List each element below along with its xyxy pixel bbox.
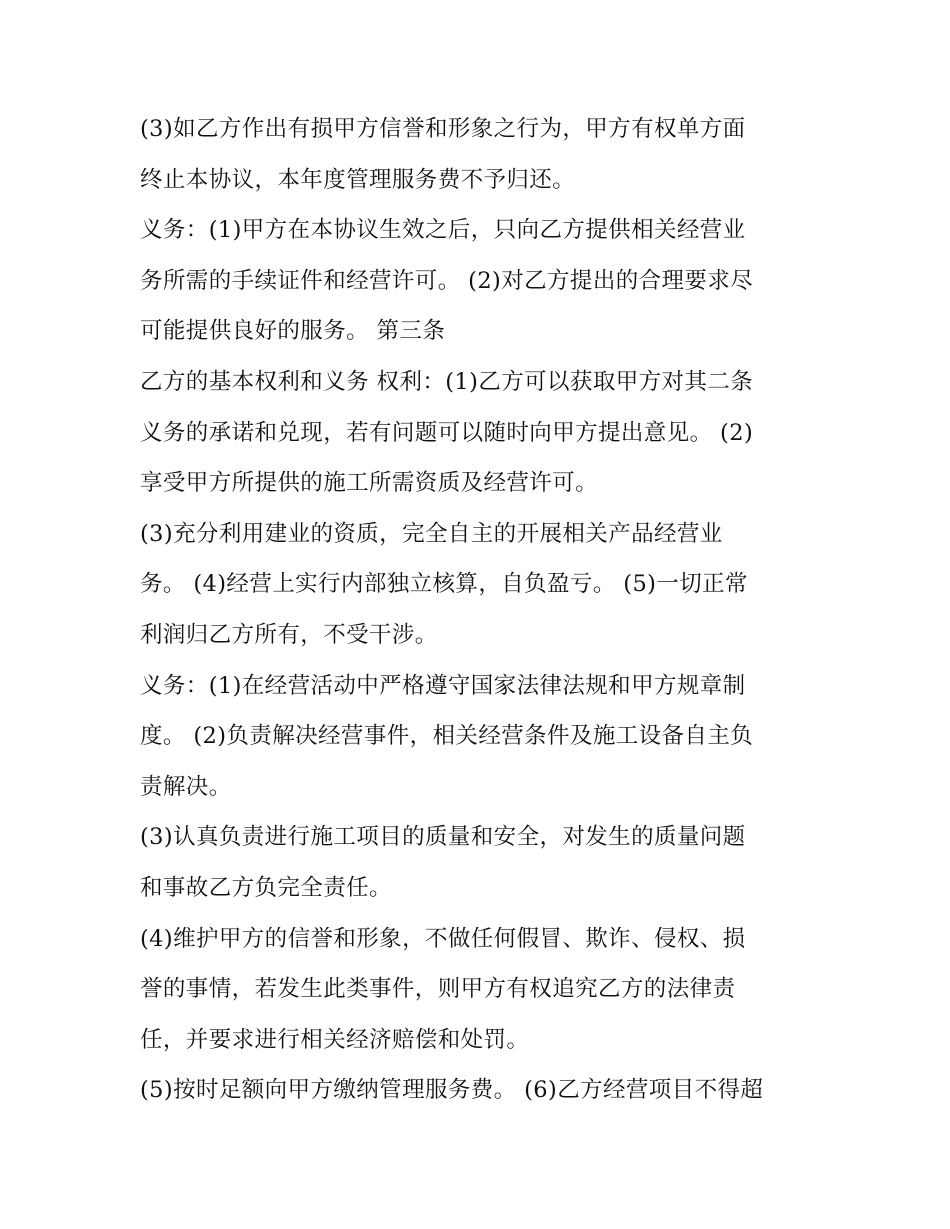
text-line: 义务的承诺和兑现，若有问题可以随时向甲方提出意见。 (2) <box>140 419 754 446</box>
text-line: (5)按时足额向甲方缴纳管理服务费。 (6)乙方经营项目不得超 <box>140 1077 764 1104</box>
text-line: 务。 (4)经营上实行内部独立核算，自负盈亏。 (5)一切正常 <box>140 571 748 598</box>
text-line: 享受甲方所提供的施工所需资质及经营许可。 <box>140 470 599 497</box>
text-line: 誉的事情，若发生此类事件，则甲方有权追究乙方的法律责 <box>140 976 736 1003</box>
document-body <box>140 104 820 1116</box>
text-line: 义务：(1)在经营活动中严格遵守国家法律法规和甲方规章制 <box>140 672 746 699</box>
text-line: 可能提供良好的服务。 第三条 <box>140 318 446 345</box>
text-line: 责解决。 <box>140 773 232 800</box>
text-line: 度。 (2)负责解决经营事件，相关经营条件及施工设备自主负 <box>140 723 754 750</box>
text-line: 利润归乙方所有，不受干涉。 <box>140 621 438 648</box>
text-line: (3)如乙方作出有损甲方信誉和形象之行为，甲方有权单方面 <box>140 116 746 142</box>
text-line: (3)充分利用建业的资质，完全自主的开展相关产品经营业 <box>140 520 723 547</box>
text-line: 义务：(1)甲方在本协议生效之后，只向乙方提供相关经营业 <box>140 217 746 244</box>
text-line: 乙方的基本权利和义务 权利：(1)乙方可以获取甲方对其二条 <box>140 368 754 395</box>
text-line: 和事故乙方负完全责任。 <box>140 874 392 901</box>
text-line: 终止本协议，本年度管理服务费不予归还。 <box>140 166 576 193</box>
text-line: 务所需的手续证件和经营许可。 (2)对乙方提出的合理要求尽 <box>140 267 754 294</box>
text-line: 任，并要求进行相关经济赔偿和处罚。 <box>140 1026 530 1053</box>
text-line: (4)维护甲方的信誉和形象，不做任何假冒、欺诈、侵权、损 <box>140 925 746 952</box>
text-line: (3)认真负责进行施工项目的质量和安全，对发生的质量问题 <box>140 824 746 851</box>
